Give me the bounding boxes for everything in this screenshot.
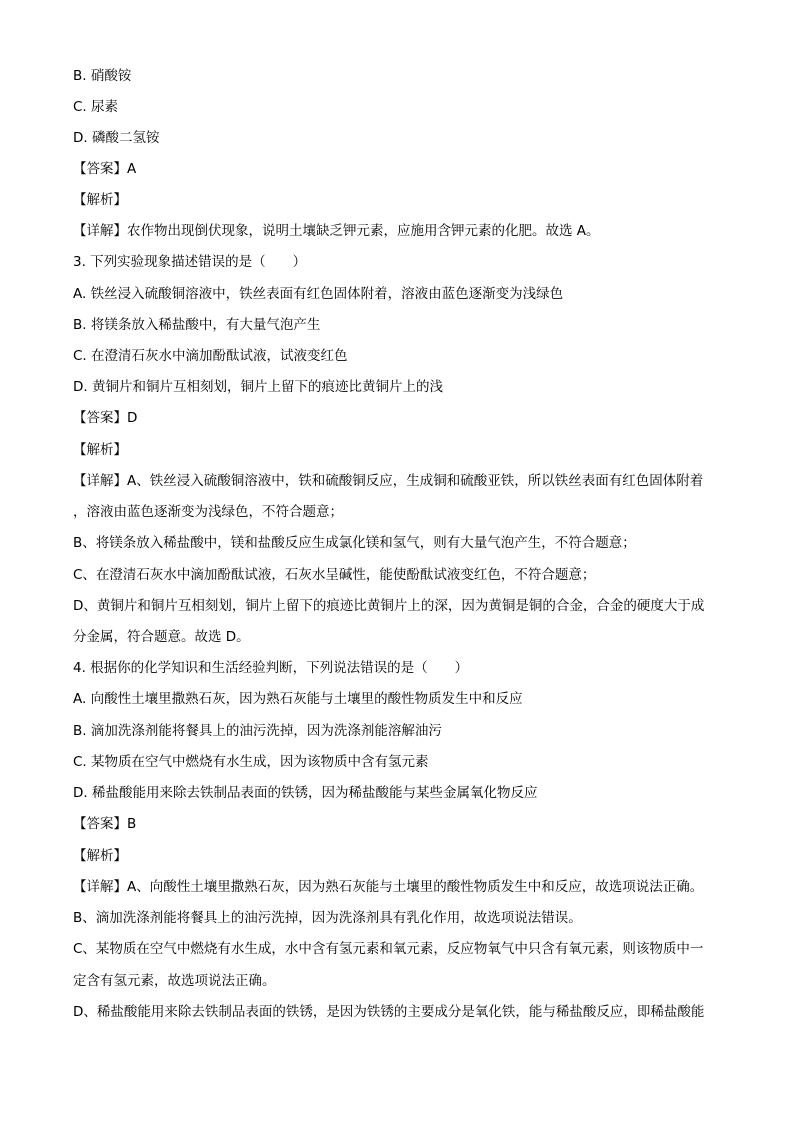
question-4-option-c: C. 某物质在空气中燃烧有水生成，因为该物质中含有氢元素 [73, 754, 429, 770]
question-3-title: 3. 下列实验现象描述错误的是（ ） [73, 254, 307, 270]
option-d-line: D. 磷酸二氢铵 [73, 130, 160, 146]
question-4-detail-line: D、稀盐酸能用来除去铁制品表面的铁锈，是因为铁锈的主要成分是氧化铁，能与稀盐酸反应，即稀盐酸能 [73, 1004, 705, 1020]
question-3-detail-line: 分金属，符合题意。故选 D。 [73, 629, 250, 645]
question-4-detail-line: C、某物质在空气中燃烧有水生成，水中含有氢元素和氧元素，反应物氧气中只含有氧元素，则该物质中一 [73, 941, 704, 957]
question-3-analysis-heading: 【解析】 [73, 442, 127, 458]
analysis-heading: 【解析】 [73, 192, 127, 208]
question-4-option-b: B. 滴加洗涤剂能将餐具上的油污洗掉，因为洗涤剂能溶解油污 [73, 723, 442, 739]
question-4-answer: 【答案】B [73, 816, 137, 832]
question-3-answer: 【答案】D [73, 410, 138, 426]
question-3-option-c: C. 在澄清石灰水中滴加酚酞试液，试液变红色 [73, 348, 348, 364]
option-b-line: B. 硝酸铵 [73, 68, 132, 84]
question-3-option-b: B. 将镁条放入稀盐酸中，有大量气泡产生 [73, 317, 321, 333]
question-3-option-d: D. 黄铜片和铜片互相刻划，铜片上留下的痕迹比黄铜片上的浅 [73, 379, 443, 395]
question-3-detail-line: ，溶液由蓝色逐渐变为浅绿色，不符合题意； [73, 504, 343, 520]
detail-line: 【详解】农作物出现倒伏现象，说明土壤缺乏钾元素，应施用含钾元素的化肥。故选 A。 [73, 223, 600, 239]
question-4-detail-line: 定含有氢元素，故选项说法正确。 [73, 973, 276, 989]
option-c-line: C. 尿素 [73, 99, 119, 115]
question-4-detail-line: 【详解】A、向酸性土壤里撒熟石灰，因为熟石灰能与土壤里的酸性物质发生中和反应，故选项说法正确。 [73, 879, 704, 895]
question-4-title: 4. 根据你的化学知识和生活经验判断，下列说法错误的是（ ） [73, 660, 469, 676]
question-3-option-a: A. 铁丝浸入硫酸铜溶液中，铁丝表面有红色固体附着，溶液由蓝色逐渐变为浅绿色 [73, 286, 564, 302]
question-3-detail-line: 【详解】A、铁丝浸入硫酸铜溶液中，铁和硫酸铜反应，生成铜和硫酸亚铁，所以铁丝表面有红色固体附着 [73, 473, 704, 489]
question-4-detail-line: B、滴加洗涤剂能将餐具上的油污洗掉，因为洗涤剂具有乳化作用，故选项说法错误。 [73, 910, 582, 926]
question-3-detail-line: B、将镁条放入稀盐酸中，镁和盐酸反应生成氯化镁和氢气，则有大量气泡产生，不符合题意； [73, 535, 636, 551]
question-3-detail-line: C、在澄清石灰水中滴加酚酞试液，石灰水呈碱性，能使酚酞试液变红色，不符合题意； [73, 567, 596, 583]
question-3-detail-line: D、黄铜片和铜片互相刻划，铜片上留下的痕迹比黄铜片上的深，因为黄铜是铜的合金，合金的硬度大于成 [73, 598, 705, 614]
question-4-option-a: A. 向酸性土壤里撒熟石灰，因为熟石灰能与土壤里的酸性物质发生中和反应 [73, 691, 523, 707]
question-4-option-d: D. 稀盐酸能用来除去铁制品表面的铁锈，因为稀盐酸能与某些金属氧化物反应 [73, 785, 538, 801]
answer-line: 【答案】A [73, 161, 137, 177]
question-4-analysis-heading: 【解析】 [73, 848, 127, 864]
